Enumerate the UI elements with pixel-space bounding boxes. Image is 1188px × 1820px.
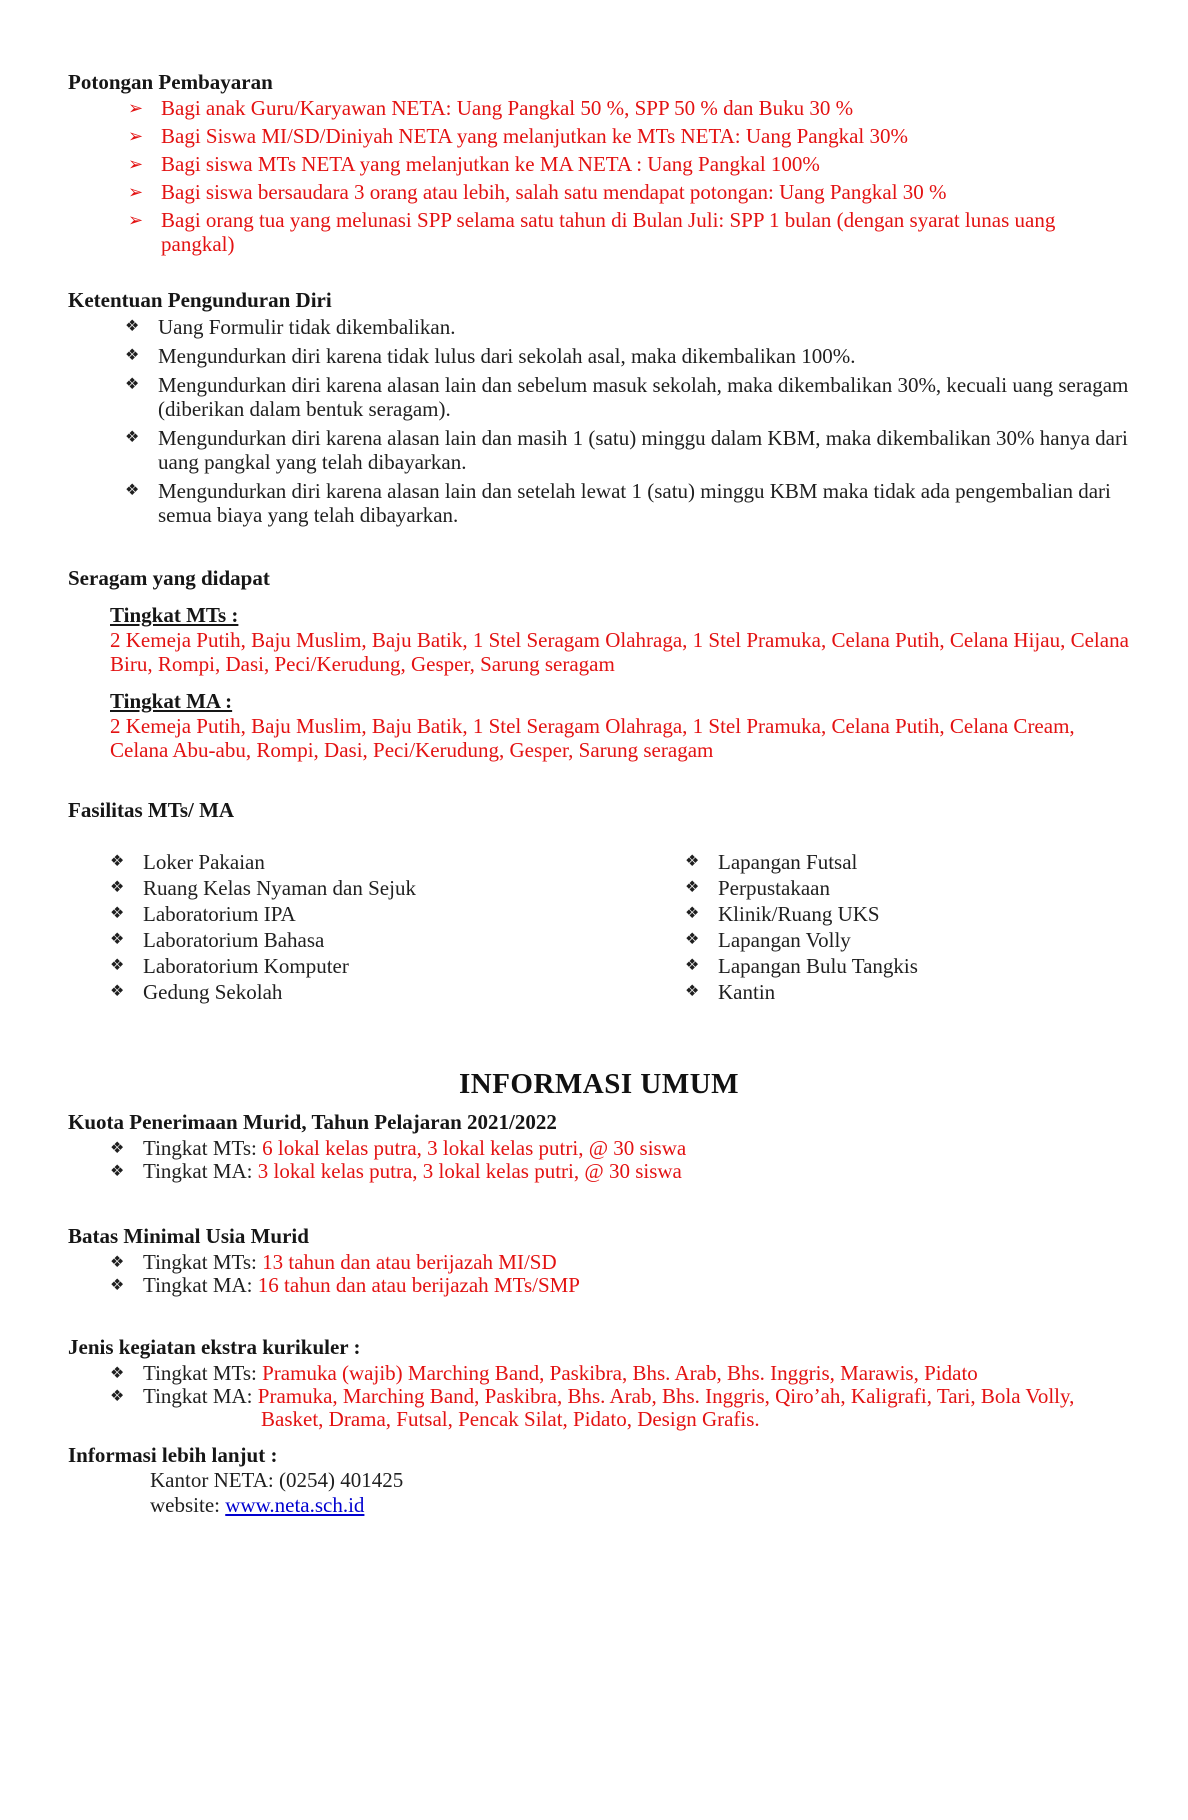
list-item-text (143, 1274, 1130, 1297)
item-value: 16 tahun dan atau berijazah MTs/SMP (257, 1273, 580, 1297)
list-item (685, 927, 1130, 953)
seragam-mts-text: 2 Kemeja Putih, Baju Muslim, Baju Batik, 1 Stel Seragam Olahraga, 1 Stel Pramuka, Celana Putih, Celana Hijau, Celana Biru, Rompi, Dasi, Peci/Kerudung, Gesper, Sarung seragam (110, 628, 1129, 676)
arrow-bullet-icon: ➢ (128, 210, 144, 230)
diamond-bullet-icon: ❖ (685, 905, 700, 922)
facility-label: Gedung Sekolah (143, 980, 283, 1004)
list-item-text: Mengundurkan diri karena tidak lulus dari sekolah asal, maka dikembalikan 100%. (158, 344, 856, 368)
list-item (128, 152, 1130, 176)
list-item (685, 875, 1130, 901)
item-value: 13 tahun dan atau berijazah MI/SD (262, 1250, 557, 1274)
diamond-bullet-icon: ❖ (125, 376, 140, 393)
batas-list (110, 1251, 1130, 1297)
list-item (110, 1251, 1130, 1274)
list-item (128, 208, 1130, 256)
arrow-bullet-icon: ➢ (128, 98, 144, 118)
diamond-bullet-icon: ❖ (125, 318, 140, 335)
item-value: 3 lokal kelas putra, 3 lokal kelas putri, @ 30 siswa (257, 1159, 682, 1183)
diamond-bullet-icon: ❖ (110, 879, 125, 896)
list-item (685, 901, 1130, 927)
list-item-text (143, 1137, 1130, 1160)
facility-label: Laboratorium Komputer (143, 954, 349, 978)
ketentuan-list (125, 315, 1130, 527)
list-item-text (143, 1251, 1130, 1274)
diamond-bullet-icon: ❖ (110, 957, 125, 974)
list-item-text (143, 1160, 1130, 1183)
potongan-list (128, 96, 1130, 256)
list-item (125, 426, 1130, 474)
section-heading-ketentuan: Ketentuan Pengunduran Diri (68, 288, 332, 312)
list-item-text: Mengundurkan diri karena alasan lain dan setelah lewat 1 (satu) minggu KBM maka tidak ada pengembalian dari semua biaya yang telah dibayarkan. (158, 479, 1111, 527)
section-heading-potongan: Potongan Pembayaran (68, 70, 273, 94)
list-item-text (143, 1385, 1130, 1431)
diamond-bullet-icon: ❖ (110, 1365, 125, 1382)
list-item (110, 849, 685, 875)
section-heading-ekstra: Jenis kegiatan ekstra kurikuler : (68, 1335, 361, 1359)
list-item (110, 901, 685, 927)
facility-label: Laboratorium IPA (143, 902, 296, 926)
diamond-bullet-icon: ❖ (685, 879, 700, 896)
diamond-bullet-icon: ❖ (110, 1388, 125, 1405)
diamond-bullet-icon: ❖ (110, 905, 125, 922)
section-heading-seragam: Seragam yang didapat (68, 566, 270, 590)
facility-label: Lapangan Bulu Tangkis (718, 954, 918, 978)
diamond-bullet-icon: ❖ (685, 957, 700, 974)
list-item (128, 96, 1130, 120)
section-heading-batas: Batas Minimal Usia Murid (68, 1224, 309, 1248)
arrow-bullet-icon: ➢ (128, 182, 144, 202)
list-item (110, 1160, 1130, 1183)
list-item-text: Bagi Siswa MI/SD/Diniyah NETA yang melanjutkan ke MTs NETA: Uang Pangkal 30% (161, 124, 908, 148)
item-label: Tingkat MTs: (143, 1361, 263, 1385)
item-value: Pramuka (wajib) Marching Band, Paskibra, Bhs. Arab, Bhs. Inggris, Marawis, Pidato (262, 1361, 978, 1385)
list-item (125, 344, 1130, 368)
contact-phone-line: Kantor NETA: (0254) 401425 (150, 1468, 404, 1492)
list-item (110, 1362, 1130, 1385)
diamond-bullet-icon: ❖ (685, 931, 700, 948)
ekstra-list (110, 1362, 1130, 1431)
list-item (110, 979, 685, 1005)
seragam-mts-label: Tingkat MTs : (110, 603, 239, 627)
list-item-text (143, 1362, 1130, 1385)
list-item (128, 124, 1130, 148)
list-item (125, 315, 1130, 339)
item-label: Tingkat MA: (143, 1273, 258, 1297)
list-item-text: Bagi anak Guru/Karyawan NETA: Uang Pangkal 50 %, SPP 50 % dan Buku 30 % (161, 96, 854, 120)
list-item (685, 849, 1130, 875)
diamond-bullet-icon: ❖ (110, 1277, 125, 1294)
list-item-text: Bagi siswa bersaudara 3 orang atau lebih, salah satu mendapat potongan: Uang Pangkal 30 % (161, 180, 947, 204)
diamond-bullet-icon: ❖ (685, 983, 700, 1000)
list-item-text: Uang Formulir tidak dikembalikan. (158, 315, 456, 339)
list-item (110, 1137, 1130, 1160)
facility-label: Lapangan Volly (718, 928, 851, 952)
list-item-text: Mengundurkan diri karena alasan lain dan masih 1 (satu) minggu dalam KBM, maka dikembalikan 30% hanya dari uang pangkal yang telah dibayarkan. (158, 426, 1128, 474)
list-item-text: Bagi orang tua yang melunasi SPP selama satu tahun di Bulan Juli: SPP 1 bulan (dengan syarat lunas uang pangkal) (161, 208, 1056, 256)
facility-label: Perpustakaan (718, 876, 830, 900)
item-value: 6 lokal kelas putra, 3 lokal kelas putri, @ 30 siswa (262, 1136, 687, 1160)
diamond-bullet-icon: ❖ (125, 482, 140, 499)
fasilitas-column-left (110, 849, 685, 1005)
section-heading-fasilitas: Fasilitas MTs/ MA (68, 798, 235, 822)
item-label: Tingkat MA: (143, 1159, 258, 1183)
list-item-text: Bagi siswa MTs NETA yang melanjutkan ke MA NETA : Uang Pangkal 100% (161, 152, 820, 176)
page-title-informasi-umum: INFORMASI UMUM (458, 1068, 740, 1100)
website-label: website: (150, 1493, 226, 1517)
list-item (110, 1274, 1130, 1297)
list-item (110, 875, 685, 901)
fasilitas-columns (110, 849, 1130, 1005)
facility-label: Loker Pakaian (143, 850, 265, 874)
diamond-bullet-icon: ❖ (110, 853, 125, 870)
diamond-bullet-icon: ❖ (110, 1163, 125, 1180)
list-item (685, 979, 1130, 1005)
kuota-list (110, 1137, 1130, 1183)
seragam-ma-text: 2 Kemeja Putih, Baju Muslim, Baju Batik, 1 Stel Seragam Olahraga, 1 Stel Pramuka, Celana Putih, Celana Cream, Celana Abu-abu, Rompi, Dasi, Peci/Kerudung, Gesper, Sarung seragam (110, 714, 1075, 762)
website-link[interactable]: www.neta.sch.id (225, 1493, 365, 1517)
section-heading-kuota: Kuota Penerimaan Murid, Tahun Pelajaran 2021/2022 (68, 1110, 557, 1134)
diamond-bullet-icon: ❖ (110, 983, 125, 1000)
facility-label: Lapangan Futsal (718, 850, 858, 874)
list-item (110, 927, 685, 953)
list-item-text: Mengundurkan diri karena alasan lain dan sebelum masuk sekolah, maka dikembalikan 30%, kecuali uang seragam (diberikan dalam bentuk seragam). (158, 373, 1129, 421)
diamond-bullet-icon: ❖ (685, 853, 700, 870)
contact-website-line (150, 1493, 1130, 1517)
item-label: Tingkat MA: (143, 1384, 258, 1408)
item-value: Pramuka, Marching Band, Paskibra, Bhs. Arab, Bhs. Inggris, Qiro’ah, Kaligrafi, Tari, Bola Volly, Basket, Drama, Futsal, Pencak Silat, Pidato, Design Grafis. (257, 1384, 1075, 1431)
facility-label: Kantin (718, 980, 776, 1004)
fasilitas-column-right (685, 849, 1130, 1005)
arrow-bullet-icon: ➢ (128, 154, 144, 174)
list-item (110, 953, 685, 979)
item-label: Tingkat MTs: (143, 1250, 263, 1274)
list-item (125, 479, 1130, 527)
diamond-bullet-icon: ❖ (110, 1140, 125, 1157)
seragam-ma-label: Tingkat MA : (110, 689, 233, 713)
list-item (128, 180, 1130, 204)
list-item (110, 1385, 1130, 1431)
arrow-bullet-icon: ➢ (128, 126, 144, 146)
list-item (685, 953, 1130, 979)
diamond-bullet-icon: ❖ (110, 1254, 125, 1271)
item-label: Tingkat MTs: (143, 1136, 263, 1160)
facility-label: Ruang Kelas Nyaman dan Sejuk (143, 876, 416, 900)
list-item (125, 373, 1130, 421)
diamond-bullet-icon: ❖ (125, 347, 140, 364)
facility-label: Klinik/Ruang UKS (718, 902, 880, 926)
section-heading-kontak: Informasi lebih lanjut : (68, 1443, 278, 1467)
facility-label: Laboratorium Bahasa (143, 928, 325, 952)
diamond-bullet-icon: ❖ (125, 429, 140, 446)
diamond-bullet-icon: ❖ (110, 931, 125, 948)
